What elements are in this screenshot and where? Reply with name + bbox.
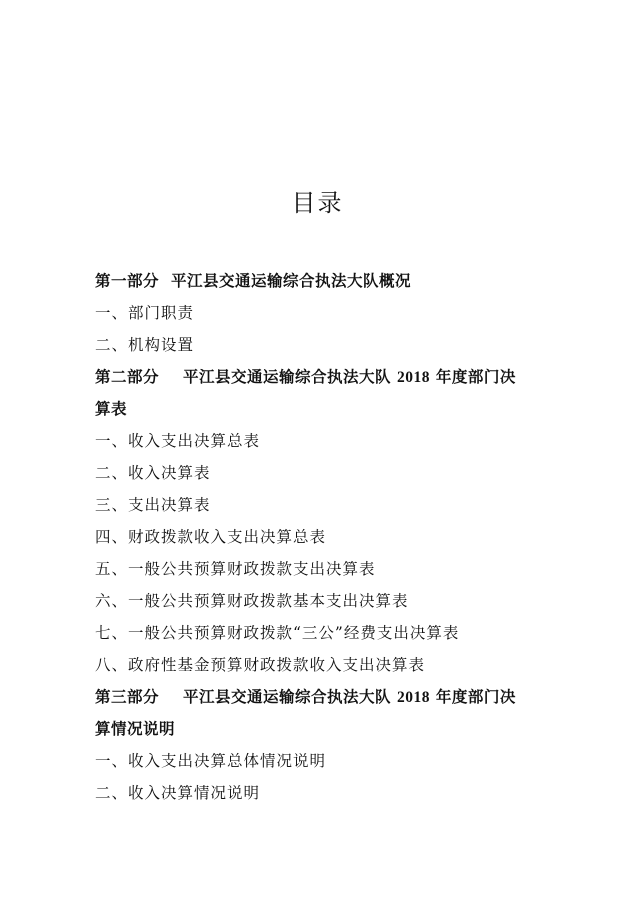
toc-item: 五、一般公共预算财政拨款支出决算表 <box>95 560 376 578</box>
toc-item: 一、部门职责 <box>95 304 195 322</box>
toc-part-2-label: 第二部分 <box>95 368 160 386</box>
toc-part-3-label: 第三部分 <box>95 688 160 706</box>
toc-item: 一、收入支出决算总表 <box>95 432 261 450</box>
toc-part-2-year: 2018 <box>396 369 430 386</box>
toc-item: 一、收入支出决算总体情况说明 <box>95 752 327 770</box>
toc-part-3-text: 平江县交通运输综合执法大队 <box>183 688 392 706</box>
toc-item: 七、一般公共预算财政拨款“三公”经费支出决算表 <box>95 624 460 642</box>
page-title: 目录 <box>291 189 344 217</box>
toc-item: 二、收入决算表 <box>95 464 211 482</box>
toc-part-2-text-end: 年度部门决 <box>435 368 516 386</box>
toc-part-3-text-end: 年度部门决 <box>435 688 516 706</box>
toc-part-1-text: 平江县交通运输综合执法大队概况 <box>171 272 412 290</box>
toc-item: 三、支出决算表 <box>95 496 211 514</box>
toc-part-3-year: 2018 <box>396 689 430 706</box>
toc-part-2-continuation: 算表 <box>95 400 128 418</box>
toc-item: 八、政府性基金预算财政拨款收入支出决算表 <box>95 656 426 674</box>
toc-part-1-label: 第一部分 <box>95 272 160 290</box>
toc-item: 二、收入决算情况说明 <box>95 784 261 802</box>
toc-item: 四、财政拨款收入支出决算总表 <box>95 528 327 546</box>
table-of-contents <box>95 265 557 809</box>
toc-part-3-heading <box>95 681 557 713</box>
toc-item: 二、机构设置 <box>95 336 195 354</box>
toc-part-2-text: 平江县交通运输综合执法大队 <box>183 368 392 386</box>
toc-part-3-continuation: 算情况说明 <box>95 720 176 738</box>
toc-item: 六、一般公共预算财政拨款基本支出决算表 <box>95 592 409 610</box>
toc-part-1-heading <box>95 265 557 297</box>
toc-part-2-heading <box>95 361 557 393</box>
